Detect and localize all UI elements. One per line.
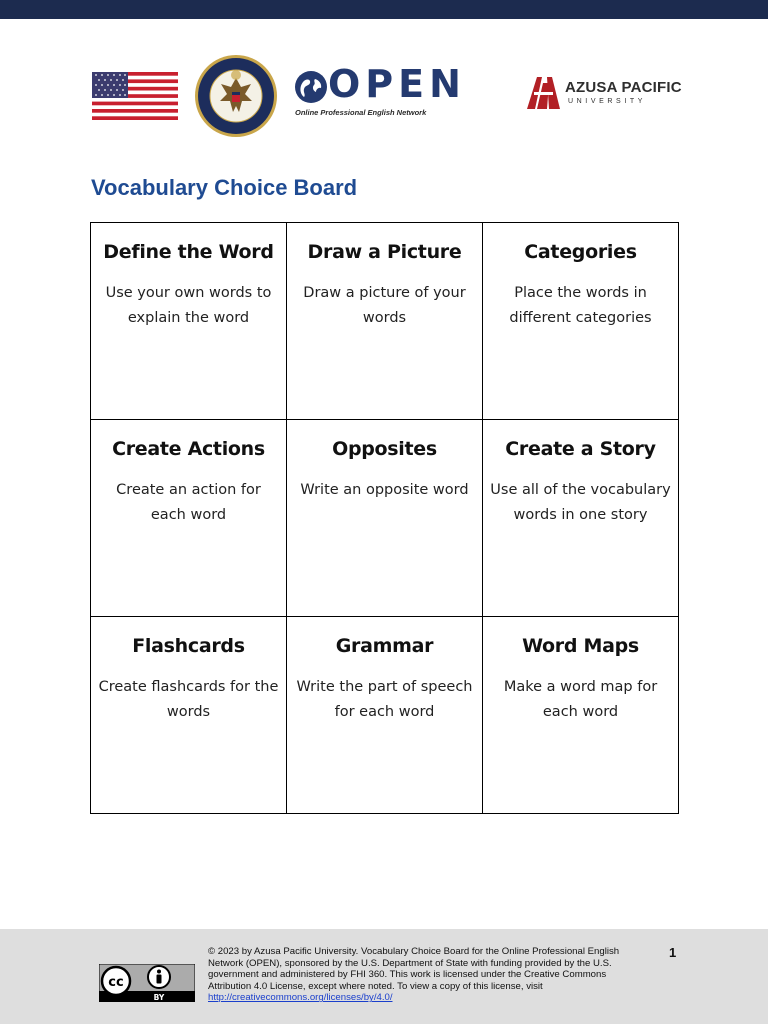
board-cell-create-actions (91, 420, 287, 617)
partner-name: AZUSA PACIFIC (565, 79, 682, 96)
cell-title: Create Actions (112, 438, 265, 460)
board-cell-opposites (287, 420, 483, 617)
cell-title: Categories (524, 241, 637, 263)
cell-description: Create flashcards for the words (98, 679, 279, 720)
board-row (91, 223, 679, 420)
cell-title: Create a Story (505, 438, 656, 460)
choice-board-grid (90, 222, 679, 814)
cc-badge-label: BY (153, 993, 165, 1002)
cell-description: Write the part of speech for each word (296, 679, 473, 720)
open-logo-wordmark: OPEN (328, 62, 466, 106)
us-flag-icon (92, 72, 178, 120)
cell-title: Opposites (332, 438, 437, 460)
department-of-state-seal-icon (194, 54, 278, 138)
open-logo-tagline: Online Professional English Network (295, 108, 427, 117)
cell-description: Place the words in different categories (509, 285, 652, 326)
open-logo (294, 62, 466, 128)
page-number: 1 (669, 945, 677, 960)
board-cell-flashcards (91, 617, 287, 814)
cell-title: Grammar (335, 635, 434, 657)
board-cell-word-maps (483, 617, 679, 814)
board-cell-create-a-story (483, 420, 679, 617)
license-link[interactable]: http://creativecommons.org/licenses/by/4.0/ (208, 992, 393, 1004)
apu-mark-icon (525, 75, 561, 111)
board-row (91, 420, 679, 617)
cell-description: Draw a picture of your words (303, 285, 466, 326)
cell-title: Flashcards (132, 635, 245, 657)
license-notice (208, 946, 648, 1004)
cell-title: Word Maps (522, 635, 639, 657)
board-cell-draw-a-picture (287, 223, 483, 420)
license-text: © 2023 by Azusa Pacific University. Vocabulary Choice Board for the Online Professional English Network (OPEN), sponsored by the U.S. Department of State with funding provided by the U.S. government and administered by FHI 360. This work is licensed under the Creative Commons Attribution 4.0 License, except where noted. To view a copy of this license, visit (208, 946, 620, 992)
board-cell-categories (483, 223, 679, 420)
cell-description: Use your own words to explain the word (105, 285, 272, 326)
cell-description: Write an opposite word (300, 482, 469, 498)
cell-description: Create an action for each word (116, 482, 261, 523)
page-footer (0, 929, 768, 1024)
board-cell-grammar (287, 617, 483, 814)
partner-subtitle: UNIVERSITY (568, 98, 647, 105)
cell-title: Draw a Picture (307, 241, 462, 263)
page-title: Vocabulary Choice Board (91, 175, 358, 200)
board-row (91, 617, 679, 814)
board-cell-define-the-word (91, 223, 287, 420)
cell-description: Use all of the vocabulary words in one story (490, 482, 671, 523)
creative-commons-by-icon (99, 964, 195, 1002)
cell-title: Define the Word (103, 241, 274, 263)
azusa-pacific-logo (525, 74, 685, 114)
cell-description: Make a word map for each word (503, 679, 658, 720)
globe-icon (294, 70, 328, 104)
svg-text:cc: cc (108, 975, 124, 990)
top-banner-bar (0, 0, 768, 19)
header-logos (0, 54, 768, 144)
